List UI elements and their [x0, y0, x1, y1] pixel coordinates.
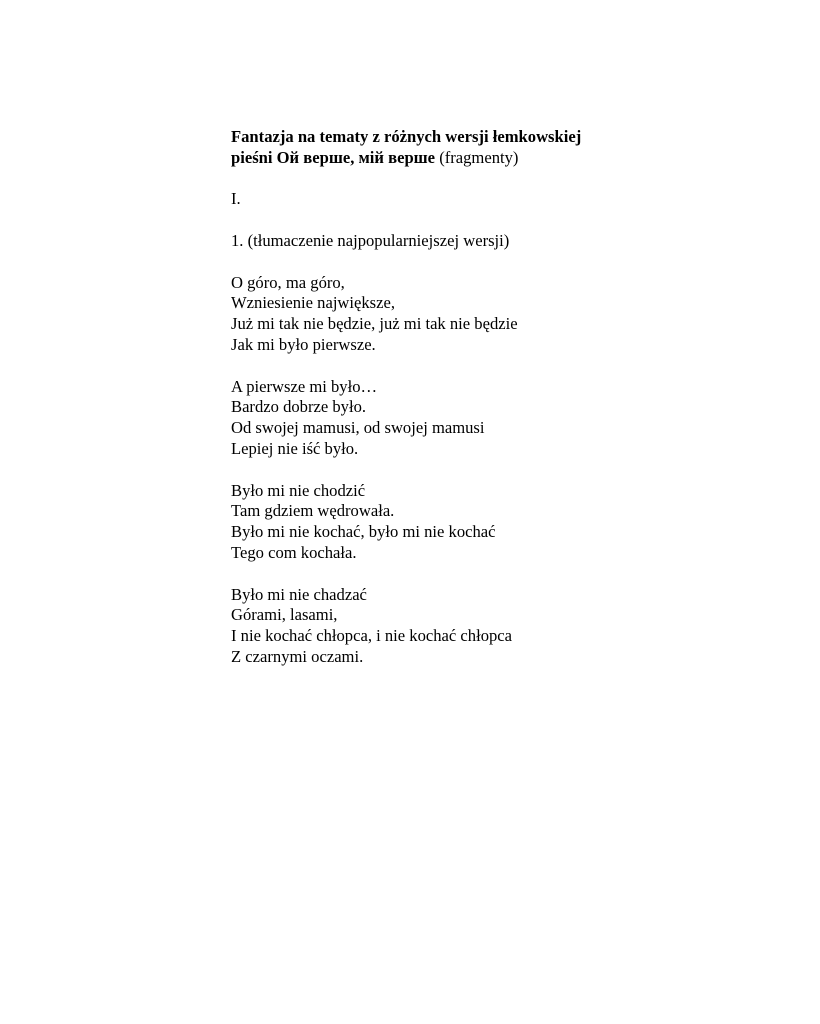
title-line-2	[231, 148, 791, 169]
verse-line: Bardzo dobrze było.	[231, 397, 367, 417]
verse-line: A pierwsze mi było…	[231, 376, 378, 396]
stanza-3	[231, 481, 791, 564]
verse-line: Już mi tak nie będzie, już mi tak nie będzie	[231, 314, 518, 334]
spacer	[231, 252, 791, 273]
verse-line: Wzniesienie największe,	[231, 293, 396, 313]
spacer	[231, 169, 791, 190]
verse-line: Górami, lasami,	[231, 605, 338, 625]
stanza-2	[231, 377, 791, 460]
verse-line: Lepiej nie iść było.	[231, 438, 359, 458]
spacer	[231, 356, 791, 377]
verse-line: Było mi nie kochać, było mi nie kochać	[231, 522, 496, 542]
title-line-2-normal: (fragmenty)	[435, 147, 519, 167]
title-line-2-bold: pieśni Ой верше, мій верше	[231, 147, 436, 167]
stanza-1	[231, 273, 791, 356]
stanza-4	[231, 585, 791, 668]
document-title	[231, 127, 791, 169]
subheading: 1. (tłumaczenie najpopularniejszej wersji)	[231, 230, 510, 250]
section-heading: I.	[231, 189, 241, 209]
poem-content	[231, 127, 791, 668]
spacer	[231, 210, 791, 231]
spacer	[231, 460, 791, 481]
title-line-1: Fantazja na tematy z różnych wersji łemkowskiej	[231, 127, 582, 146]
verse-line: Było mi nie chadzać	[231, 584, 367, 604]
verse-line: Tego com kochała.	[231, 542, 357, 562]
verse-line: Było mi nie chodzić	[231, 480, 366, 500]
verse-line: O góro, ma góro,	[231, 272, 345, 292]
verse-line: Tam gdziem wędrowała.	[231, 501, 395, 521]
verse-line: Jak mi było pierwsze.	[231, 334, 376, 354]
verse-line: I nie kochać chłopca, i nie kochać chłopca	[231, 626, 513, 646]
verse-line: Z czarnymi oczami.	[231, 646, 364, 666]
spacer	[231, 564, 791, 585]
verse-line: Od swojej mamusi, od swojej mamusi	[231, 418, 485, 438]
